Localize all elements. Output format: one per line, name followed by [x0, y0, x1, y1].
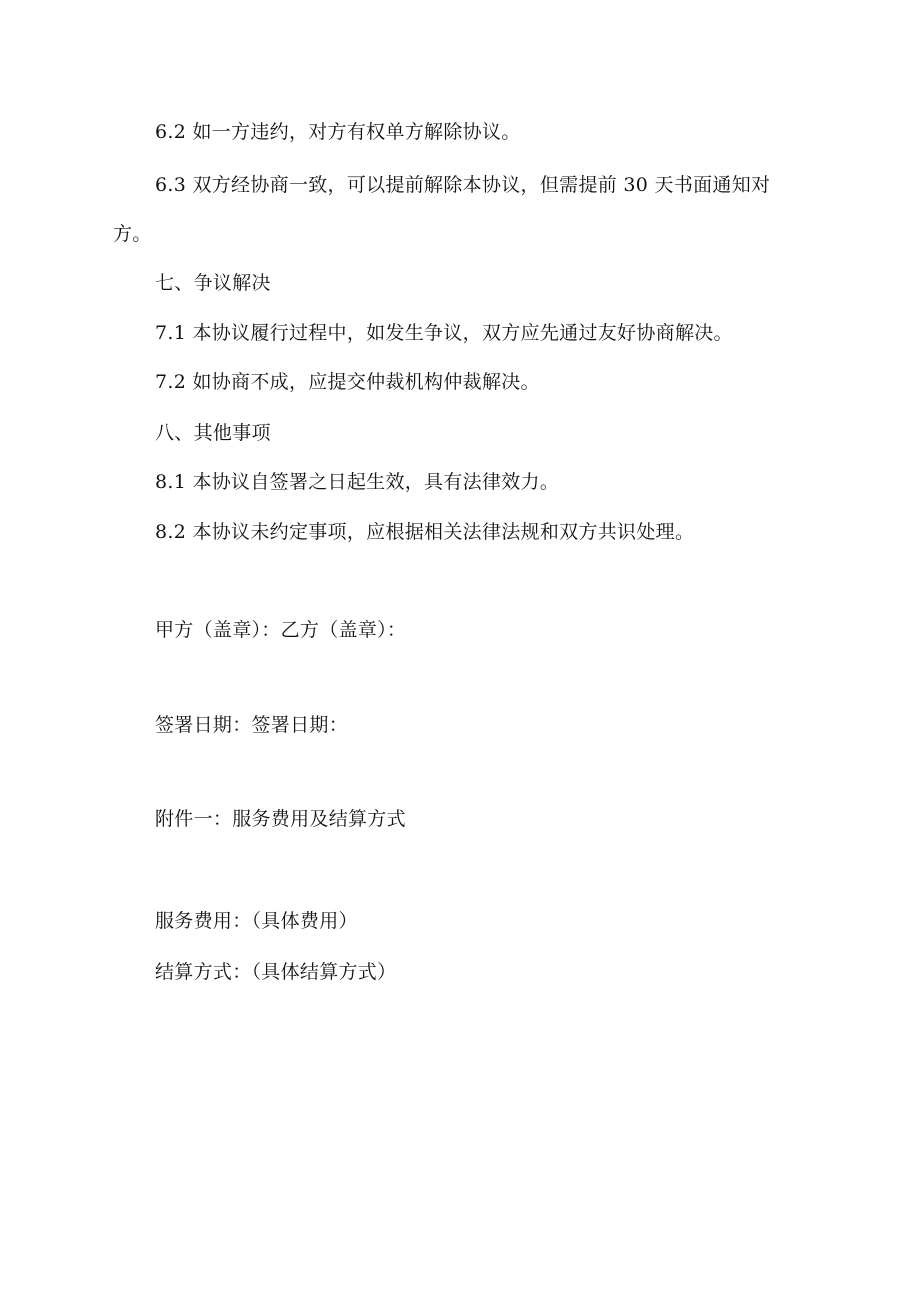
clause-6-3: 6.3 双方经协商一致，可以提前解除本协议，但需提前 30 天书面通知对 — [155, 174, 771, 196]
clause-7-1: 7.1 本协议履行过程中，如发生争议，双方应先通过友好协商解决。 — [155, 322, 733, 344]
attachment-title: 附件一：服务费用及结算方式 — [155, 808, 406, 830]
signature-parties: 甲方（盖章）：乙方（盖章）： — [155, 619, 407, 641]
clause-6-2: 6.2 如一方违约，对方有权单方解除协议。 — [155, 121, 521, 143]
signature-dates: 签署日期：签署日期： — [155, 714, 349, 736]
section-8-title: 八、其他事项 — [155, 422, 271, 444]
attachment-settlement: 结算方式：（具体结算方式） — [155, 961, 397, 983]
clause-7-2: 7.2 如协商不成，应提交仲裁机构仲裁解决。 — [155, 371, 540, 393]
section-7-title: 七、争议解决 — [155, 272, 271, 294]
clause-8-1: 8.1 本协议自签署之日起生效，具有法律效力。 — [155, 471, 560, 493]
attachment-fee: 服务费用：（具体费用） — [155, 910, 358, 932]
clause-8-2: 8.2 本协议未约定事项，应根据相关法律法规和双方共识处理。 — [155, 521, 695, 543]
clause-6-3-continuation: 方。 — [113, 223, 152, 245]
